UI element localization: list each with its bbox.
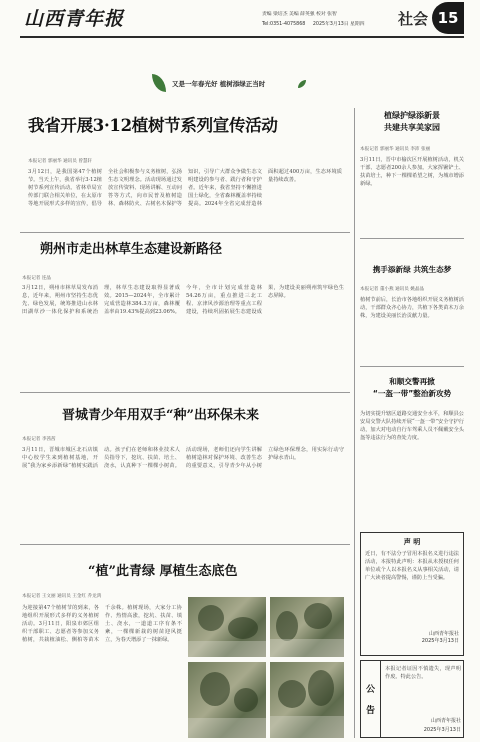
sidebar-b-title: 携手添新绿 共筑生态梦 xyxy=(372,265,452,274)
newspaper-logo: 山西青年报 xyxy=(24,8,125,30)
notice-label xyxy=(361,661,381,737)
shuozhou-title: 朔州市走出林草生态建设新路径 xyxy=(40,242,223,257)
main-article-title: 我省开展3·12植树节系列宣传活动 xyxy=(28,116,278,135)
main-article-byline: 本报记者 郭丽华 通讯员 曾慧轩 xyxy=(28,159,93,164)
notice-date: 2025年3月13日 xyxy=(423,727,461,733)
tree-planting-photo-4 xyxy=(270,662,344,738)
divider-zhi xyxy=(20,544,350,545)
banner-text: 又是一年春光好 植树添绿正当时 xyxy=(172,80,266,88)
sidebar-c-title-line1: 和顺交警再掀 xyxy=(389,377,435,386)
notice-label-char1: 公 xyxy=(365,685,375,695)
notice-signature: 山西青年报社 xyxy=(430,718,461,724)
tel-line: Tel:0351-4075868 xyxy=(262,22,306,27)
shuozhou-body: 3月12日，朔州市林草局发布消息，近年来，朔州市坚持生态优先、绿色发展，统筹推进山水林田湖草沙一体化保护和系统治理，林草生态建设取得显著成效。2015—2024年，全市累计完成营造林384.3万亩，森林覆盖率由19.43%提高到23.06%。今年，全市计划完成营造林54.26万亩，重点推进三北工程、京津风沙源治理等重点工程建设，持续巩固拓展生态建设成果，为建设美丽朔州筑牢绿色生态屏障。 xyxy=(22,285,344,315)
tree-planting-photo-3 xyxy=(188,662,266,738)
date-line: 2025年3月13日 星期四 xyxy=(312,22,365,27)
jincheng-byline: 本报记者 李茜茜 xyxy=(22,437,56,442)
page-number xyxy=(432,2,464,34)
declaration-date: 2025年3月13日 xyxy=(421,638,459,644)
banner-leaf-right-icon xyxy=(298,80,306,88)
declaration-title: 声 明 xyxy=(403,538,421,546)
sidebar-b-body: 植树节前后，长治市各地组织开展义务植树活动，干部群众齐心协力，共植下各类苗木万余株，为建设美丽长治贡献力量。 xyxy=(360,297,464,319)
sidebar-a-body: 3月11日，晋中市榆次区开展植树活动，机关干部、志愿者200余人参加。大家挥锹铲土、扶苗培土，种下一棵棵希望之树，为城市增添新绿。 xyxy=(360,157,464,187)
tree-planting-photo-1 xyxy=(188,597,266,657)
banner-leaf-left-icon xyxy=(152,74,166,92)
declaration-box xyxy=(360,532,464,656)
zhi-body: 为迎接第47个植树节的到来，各地组织开展形式多样的义务植树活动。3月11日，阳泉市郊区组织干部职工、志愿者等参加义务植树，共栽植油松、侧柏等苗木千余株。植树现场，大家分工协作、热情高涨，挖坑、扶苗、填土、浇水，一道道工序有条不紊，一棵棵新栽的树苗迎风挺立，为春天增添了一抹新绿。 xyxy=(22,605,182,643)
sidebar-b-byline: 本报记者 董小燕 通讯员 姚晶晶 xyxy=(360,287,425,292)
divider-shuozhou xyxy=(20,232,350,233)
shuozhou-byline: 本报记者 连晶 xyxy=(22,276,52,281)
notice-box xyxy=(360,660,464,738)
divider-jincheng xyxy=(20,392,350,393)
tree-planting-photo-2 xyxy=(270,597,344,657)
jincheng-body: 3月11日，晋城市城区北石店镇中心校学生来到植树基地，开展“我为家乡添新绿”植树实践活动。孩子们在老师和林业技术人员指导下，挖坑、扶苗、培土、浇水，认真种下一棵棵小树苗。活动现场，老师们还向学生讲解植树造林对保护环境、改善生态的重要意义，引导青少年从小树立绿色环保理念，用实际行动守护绿水青山。 xyxy=(22,447,344,469)
divider-sidebar-c xyxy=(360,366,464,367)
zhi-title: “植”此青绿 厚植生态底色 xyxy=(88,564,238,579)
declaration-signature: 山西青年报社 xyxy=(428,631,459,637)
sidebar-c-body: 为切实提升辖区道路交通安全水平，和顺县公安局交警大队持续开展“一盔一带”安全守护行动，加大对电动自行车驾乘人员不佩戴安全头盔等违法行为的查处力度。 xyxy=(360,411,464,441)
page-number-text: 15 xyxy=(437,9,459,27)
declaration-body: 近日，有不法分子冒用本报名义进行违法活动，本报特此声明：本报从未授权任何单位或个人以本报名义从事相关活动，请广大读者提高警惕，谨防上当受骗。 xyxy=(365,551,459,581)
sidebar-c-title-line2: “一盔一带”整治新攻势 xyxy=(372,389,452,398)
tel-date-line xyxy=(262,20,365,27)
divider-sidebar-b xyxy=(360,238,464,239)
sidebar-a-byline: 本报记者 郭丽华 通讯员 李沛 张丽 xyxy=(360,147,431,152)
column-divider xyxy=(354,108,355,738)
editor-line: 责编 梁培杰 美编 薛英强 校对 张智 xyxy=(262,12,337,17)
sidebar-a-title xyxy=(360,110,464,134)
zhi-byline: 本报记者 王文丽 通讯员 王金红 乔龙鸿 xyxy=(22,594,102,599)
jincheng-title: 晋城青少年用双手“种”出环保未来 xyxy=(62,408,259,423)
section-label: 社会 xyxy=(398,10,429,28)
sidebar-c-title xyxy=(360,376,464,400)
sidebar-a-title-line1: 植绿护绿添新景 xyxy=(384,111,440,120)
topic-banner xyxy=(150,76,310,92)
sidebar-a-title-line2: 共建共享美家园 xyxy=(384,123,440,132)
masthead-rule xyxy=(20,36,464,38)
notice-label-char2: 告 xyxy=(365,706,375,716)
notice-body: 本报记者证因不慎遗失，现声明作废。特此公告。 xyxy=(385,666,461,680)
main-article-body: 3月12日，是我国第47个植树节。当天上午，我省举行3·12植树节系列宣传活动。省林草局宣传部门联合相关单位，在太原市等地开展形式多样的宣传，倡导全社会积极参与义务植树，弘扬生态文明理念。活动现场通过发放宣传资料、现场讲解、互动问答等方式，向市民普及植树造林、森林防火、古树名木保护等知识，引导广大群众争做生态文明建设的参与者、践行者和守护者。近年来，我省坚持不懈推进国土绿化，全省森林覆盖率持续提高。2024年全省完成营造林面积超过400万亩，生态环境质量持续改善。 xyxy=(28,169,342,207)
